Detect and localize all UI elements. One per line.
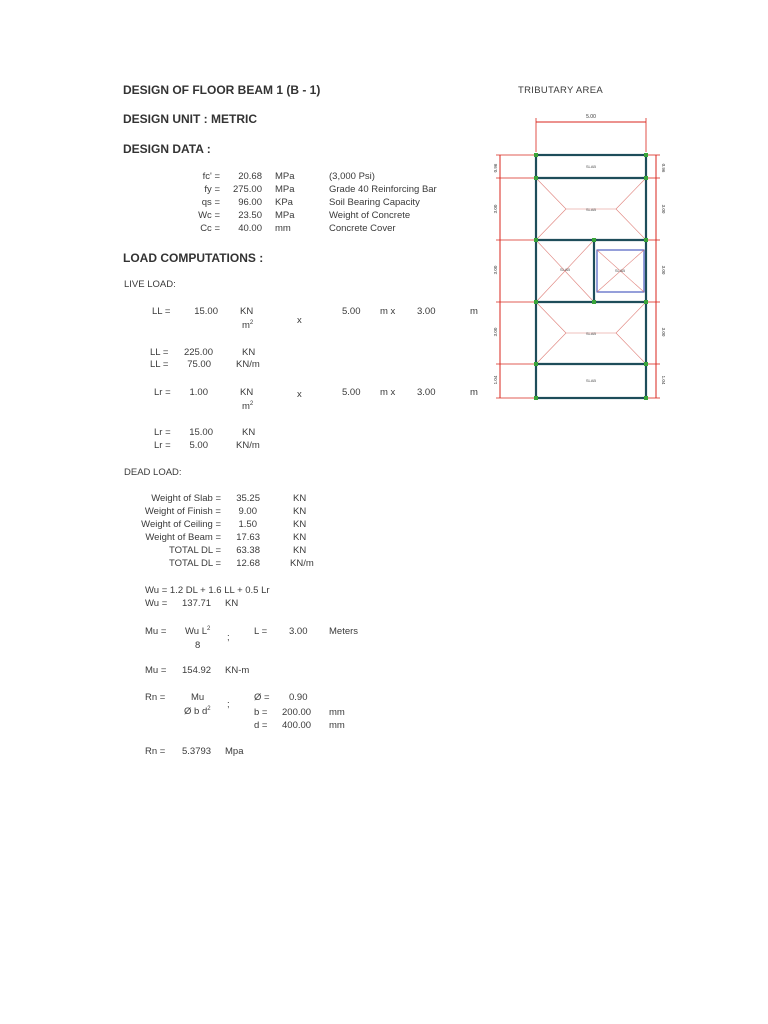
design-unit-heading: DESIGN UNIT : METRIC (123, 112, 257, 126)
live-load-label: LIVE LOAD: (124, 279, 176, 290)
ll-line-value: 75.00 (187, 359, 211, 370)
lr-length-1: 5.00 (342, 387, 361, 398)
ll-unit: KN (240, 306, 254, 317)
dead-load-name: Weight of Finish = (144, 506, 221, 517)
tributary-area-diagram (490, 110, 670, 420)
left-dimension-label: 0.96 (493, 163, 498, 173)
right-dimension-label: 0.96 (661, 163, 666, 173)
dead-load-value: 9.00 (238, 506, 257, 517)
design-data-unit: MPa (275, 171, 295, 182)
left-dimension-label: 3.00 (493, 327, 498, 337)
separator: ; (227, 632, 230, 643)
design-data-symbol: fy = (204, 184, 220, 195)
right-dimension-label: 1.04 (661, 375, 666, 385)
design-data-value: 20.68 (238, 171, 262, 182)
right-dimension-label: 3.00 (661, 265, 666, 275)
design-data-unit: KPa (275, 197, 293, 208)
ll-value: 15.00 (194, 306, 218, 317)
d-value: 400.00 (282, 720, 312, 731)
b-value: 200.00 (282, 707, 312, 718)
l-unit: Meters (329, 626, 359, 637)
design-data-value: 40.00 (238, 223, 262, 234)
rn-numerator: Mu (191, 692, 205, 703)
left-dimension-label: 1.04 (493, 375, 498, 385)
length-2: 3.00 (417, 306, 436, 317)
ll-total-symbol: LL = (150, 347, 169, 358)
design-data-symbol: qs = (201, 197, 220, 208)
wu-symbol: Wu = (145, 598, 168, 609)
panel-label: SLAB (614, 268, 626, 273)
rn-symbol: Rn = (145, 692, 166, 703)
lr-total-unit: KN (242, 427, 256, 438)
rn-denominator: Ø b $d^2$ (184, 706, 211, 718)
phi-value: 0.90 (289, 692, 308, 703)
phi-symbol: Ø = (254, 692, 270, 703)
left-dimension-label: 3.00 (493, 265, 498, 275)
lr-value: 1.00 (189, 387, 208, 398)
separator: ; (227, 699, 230, 710)
dead-load-value: 12.68 (236, 558, 260, 569)
dead-load-name: Weight of Ceiling = (141, 519, 221, 530)
rn-result-unit: Mpa (225, 746, 244, 757)
design-data-unit: MPa (275, 210, 295, 221)
lr-line-unit: KN/m (236, 440, 260, 451)
panel-label: SLAB (585, 331, 597, 336)
design-data-desc: Grade 40 Reinforcing Bar (329, 184, 437, 195)
tributary-lines (536, 178, 646, 364)
dead-load-total: TOTAL DL = (168, 545, 221, 556)
design-data-desc: Soil Bearing Capacity (329, 197, 420, 208)
right-dimension-label: 3.00 (661, 327, 666, 337)
design-data-unit: MPa (275, 184, 295, 195)
design-data-desc: Weight of Concrete (329, 210, 411, 221)
rn-result-symbol: Rn = (145, 746, 166, 757)
ll-line-symbol: LL = (150, 359, 169, 370)
load-computations-heading: LOAD COMPUTATIONS : (123, 251, 264, 265)
dead-load-unit: KN (293, 493, 307, 504)
design-data-value: 23.50 (238, 210, 262, 221)
mu-numerator: Wu $L^2$ (185, 626, 211, 638)
lr-symbol: Lr = (154, 387, 171, 398)
mu-result-symbol: Mu = (145, 665, 167, 676)
dead-load-total-line: TOTAL DL = (168, 558, 221, 569)
dead-load-unit: KN (293, 519, 307, 530)
multiply-sign: x (297, 389, 302, 400)
ll-total-unit: KN (242, 347, 256, 358)
panel-label: SLAB (559, 267, 571, 272)
dimension-ticks (496, 155, 660, 398)
lr-length-1-unit: m x (380, 387, 396, 398)
top-dimension-label: 5.00 (586, 114, 596, 120)
ll-line-unit: KN/m (236, 359, 260, 370)
design-data-value: 96.00 (238, 197, 262, 208)
dead-load-value: 1.50 (238, 519, 257, 530)
left-dimension-label: 3.00 (493, 204, 498, 214)
lr-line-symbol: Lr = (154, 440, 171, 451)
panel-label: SLAB (585, 207, 597, 212)
dead-load-label: DEAD LOAD: (124, 467, 182, 478)
length-1-unit: m x (380, 306, 396, 317)
d-symbol: d = (254, 720, 268, 731)
mu-result-value: 154.92 (182, 665, 212, 676)
l-value: 3.00 (289, 626, 308, 637)
multiply-sign: x (297, 315, 302, 326)
wu-value: 137.71 (182, 598, 212, 609)
tributary-area-label: TRIBUTARY AREA (518, 85, 603, 96)
design-data-unit: mm (275, 223, 291, 234)
design-data-value: 275.00 (232, 184, 262, 195)
b-symbol: b = (254, 707, 268, 718)
dead-load-name: Weight of Slab = (151, 493, 221, 504)
dead-load-value: 63.38 (236, 545, 260, 556)
lr-unit: KN (240, 387, 254, 398)
slab-frame (536, 155, 646, 398)
floor-beams (536, 178, 646, 364)
dead-load-value: 35.25 (236, 493, 260, 504)
lr-total-symbol: Lr = (154, 427, 171, 438)
panel-label: SLAB (585, 378, 597, 383)
design-data-desc: Concrete Cover (329, 223, 396, 234)
lr-total-value: 15.00 (189, 427, 213, 438)
lr-line-value: 5.00 (189, 440, 208, 451)
mu-denominator: 8 (195, 640, 201, 651)
dead-load-unit: KN (293, 532, 307, 543)
dead-load-unit: KN (293, 545, 307, 556)
length-2-unit: m (470, 306, 478, 317)
lr-length-2: 3.00 (417, 387, 436, 398)
design-data-symbol: Cc = (200, 223, 220, 234)
ll-total-value: 225.00 (183, 347, 213, 358)
design-data-desc: (3,000 Psi) (329, 171, 375, 182)
design-data-heading: DESIGN DATA : (123, 142, 211, 156)
length-1: 5.00 (342, 306, 361, 317)
mu-symbol: Mu = (145, 626, 167, 637)
lr-denominator: $m^2$ (242, 401, 254, 413)
ll-denominator: $m^2$ (242, 320, 254, 332)
lr-length-2-unit: m (470, 387, 478, 398)
mu-result-unit: KN-m (225, 665, 250, 676)
dead-load-unit: KN (293, 506, 307, 517)
dead-load-unit: KN/m (290, 558, 314, 569)
panel-label: SLAB (585, 164, 597, 169)
wu-unit: KN (225, 598, 239, 609)
rn-result-value: 5.3793 (182, 746, 212, 757)
dead-load-name: Weight of Beam = (145, 532, 221, 543)
d-unit: mm (329, 720, 345, 731)
design-data-symbol: fc' = (202, 171, 220, 182)
right-dimension-label: 3.00 (661, 204, 666, 214)
design-data-symbol: Wc = (198, 210, 220, 221)
wu-formula: Wu = 1.2 DL + 1.6 LL + 0.5 Lr (145, 585, 270, 596)
dead-load-value: 17.63 (236, 532, 260, 543)
l-symbol: L = (254, 626, 268, 637)
page-title: DESIGN OF FLOOR BEAM 1 (B - 1) (123, 83, 321, 97)
b-unit: mm (329, 707, 345, 718)
ll-symbol: LL = (152, 306, 171, 317)
